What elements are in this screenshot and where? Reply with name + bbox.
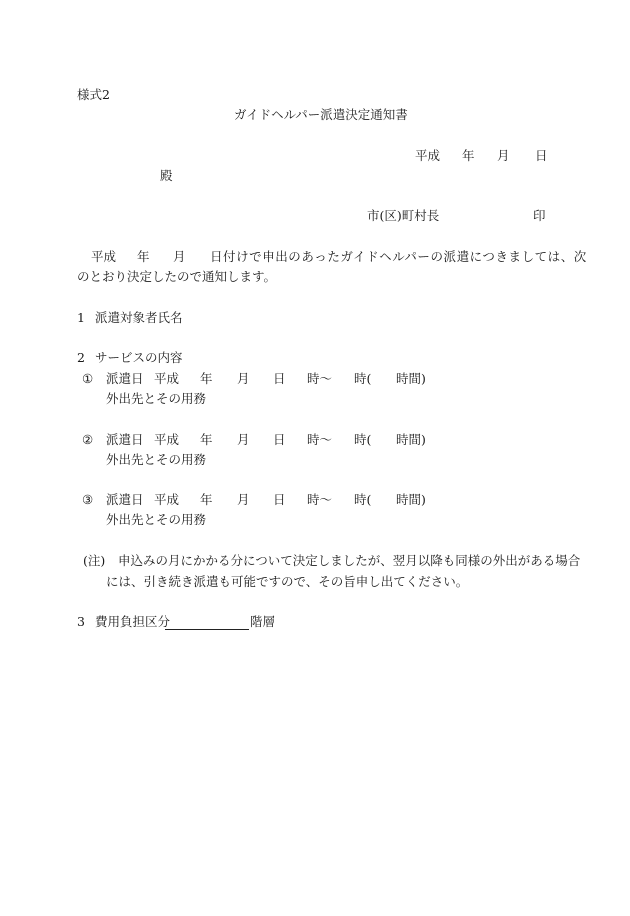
entry-to: 時( bbox=[354, 432, 372, 447]
note-label: (注) bbox=[83, 553, 106, 568]
entry-purpose: 外出先とその用務 bbox=[106, 452, 207, 467]
body-text-line2: のとおり決定したので通知します。 bbox=[77, 269, 277, 284]
entry-month: 月 bbox=[237, 371, 250, 386]
entry-hours: 時間) bbox=[396, 371, 426, 386]
body-year: 年 bbox=[137, 249, 150, 264]
date-year: 年 bbox=[462, 148, 475, 163]
cost-tier-blank[interactable] bbox=[165, 614, 249, 630]
section2-label: サービスの内容 bbox=[95, 350, 183, 365]
entry-date-label: 派遣日 bbox=[106, 432, 144, 447]
section2-number: 2 bbox=[77, 350, 85, 365]
entry-marker: ③ bbox=[82, 492, 94, 507]
entry-purpose: 外出先とその用務 bbox=[106, 391, 207, 406]
entry-hours: 時間) bbox=[396, 432, 426, 447]
body-era: 平成 bbox=[91, 249, 117, 264]
entry-year: 年 bbox=[200, 492, 213, 507]
entry-from: 時〜 bbox=[307, 371, 333, 386]
body-month: 月 bbox=[173, 249, 186, 264]
entry-to: 時( bbox=[354, 371, 372, 386]
entry-to: 時( bbox=[354, 492, 372, 507]
entry-era: 平成 bbox=[154, 492, 180, 507]
section3-number: 3 bbox=[77, 614, 85, 629]
entry-day: 日 bbox=[273, 371, 286, 386]
entry-from: 時〜 bbox=[307, 432, 333, 447]
entry-hours: 時間) bbox=[396, 492, 426, 507]
section1-label: 派遣対象者氏名 bbox=[95, 310, 183, 325]
entry-day: 日 bbox=[273, 432, 286, 447]
note-line2: には、引き続き派遣も可能ですので、その旨申し出てください。 bbox=[106, 574, 469, 589]
addressee-suffix: 殿 bbox=[160, 168, 173, 183]
date-day: 日 bbox=[535, 148, 548, 163]
entry-month: 月 bbox=[237, 492, 250, 507]
entry-date-label: 派遣日 bbox=[106, 492, 144, 507]
entry-marker: ① bbox=[82, 371, 94, 386]
document-title: ガイドヘルパー派遣決定通知書 bbox=[234, 107, 408, 122]
entry-year: 年 bbox=[200, 432, 213, 447]
entry-marker: ② bbox=[82, 432, 94, 447]
seal-mark: 印 bbox=[533, 208, 546, 223]
section3-label: 費用負担区分 bbox=[95, 614, 171, 629]
entry-month: 月 bbox=[237, 432, 250, 447]
body-text-line1: 日付けで申出のあったガイドヘルパーの派遣につきましては、次 bbox=[210, 249, 587, 264]
entry-from: 時〜 bbox=[307, 492, 333, 507]
section3-suffix: 階層 bbox=[250, 614, 276, 629]
date-month: 月 bbox=[497, 148, 510, 163]
note-line1: 申込みの月にかかる分について決定しましたが、翌月以降も同様の外出がある場合 bbox=[118, 553, 581, 568]
entry-era: 平成 bbox=[154, 432, 180, 447]
section1-number: 1 bbox=[77, 310, 85, 325]
entry-day: 日 bbox=[273, 492, 286, 507]
issuer-name: 市(区)町村長 bbox=[367, 208, 440, 223]
entry-year: 年 bbox=[200, 371, 213, 386]
entry-purpose: 外出先とその用務 bbox=[106, 512, 207, 527]
date-era: 平成 bbox=[415, 148, 441, 163]
form-label: 様式2 bbox=[77, 87, 110, 102]
entry-era: 平成 bbox=[154, 371, 180, 386]
entry-date-label: 派遣日 bbox=[106, 371, 144, 386]
